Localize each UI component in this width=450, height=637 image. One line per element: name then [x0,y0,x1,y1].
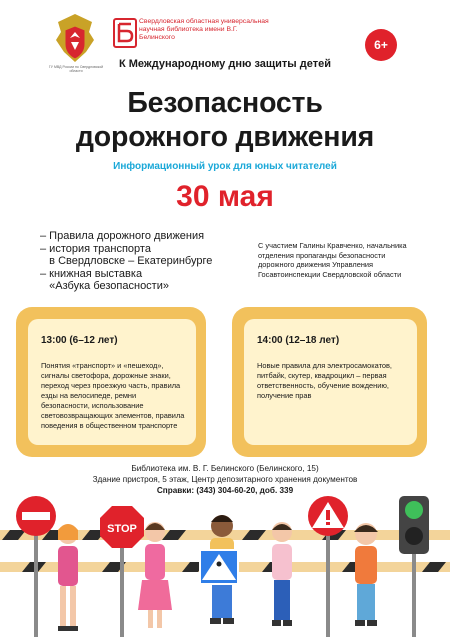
topic-item: в Свердловске – Екатеринбурге [40,255,213,268]
topic-item: – книжная выставка [40,267,143,280]
event-date: 30 мая [176,180,274,213]
session-time: 14:00 (12–18 лет) [257,335,340,346]
age-rating-badge: 6+ [365,29,397,61]
address-line: Библиотека им. В. Г. Белинского (Белинского, 15) [131,464,319,473]
phone-line: Справки: (343) 304-60-20, доб. 339 [156,486,294,495]
lesson-subtitle: Информационный урок для юных читателей [113,161,337,172]
address-line: Здание пристроя, 5 этаж, Центр депозитарного хранения документов [92,475,358,484]
library-logo-icon [113,18,137,48]
child-figure-icon [354,523,378,626]
session-description: Понятия «транспорт» и «пешеход», сигналы светофора, дорожные знаки, переход через проезжую часть, правила езды на велосипеде, ремни безопасности, использование световозвращающих элементов, правила поведения в общественном транспорте [41,361,185,430]
page-title [0,86,450,154]
topic-item: «Азбука безопасности» [40,280,169,293]
topics-list [40,230,240,293]
library-name: Свердловская областная универсальная научная библиотека имени В.Г. Белинского [139,18,269,41]
topic-item: – Правила дорожного движения [40,230,205,242]
session-time: 13:00 (6–12 лет) [41,335,118,346]
participant-note: С участием Галины Кравченко, начальника отделения пропаганды безопасности дорожного движения Управления Госавтоинспекции Свердловской области [258,241,407,279]
occasion-heading: К Международному дню защиты детей [119,58,331,70]
children-road-signs-illustration [0,490,450,637]
title-line-1: Безопасность [127,87,323,119]
stop-sign-text: STOP [107,523,137,535]
child-figure-icon [272,522,292,626]
session-description: Новые правила для электросамокатов, питбайк, скутер, квадроцикл – первая ответственность, обучение вождению, получение прав [257,361,392,400]
title-line-2: дорожного движения [75,121,375,153]
topic-item: – история транспорта [40,242,151,255]
session-card-older [232,307,427,457]
session-card-younger [16,307,206,457]
child-figure-icon [58,524,78,631]
emblem-caption: ГУ МВД России по Свердловской области [48,65,104,73]
